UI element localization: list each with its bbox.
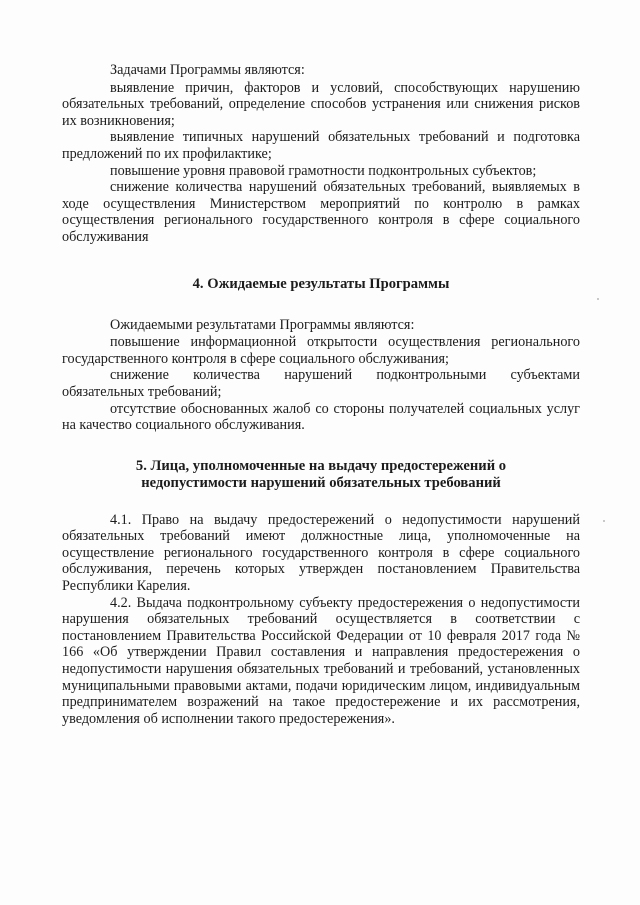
task-item: снижение количества нарушений обязательных требований, выявляемых в ходе осуществления Министерством мероприятий по контролю в рамках осуществления регионального государственного контроля в сфере социального обслуживания xyxy=(62,179,580,245)
section-5-heading-line-2: недопустимости нарушений обязательных требований xyxy=(141,474,501,491)
task-item: повышение уровня правовой грамотности подконтрольных субъектов; xyxy=(110,162,537,179)
page-content xyxy=(62,62,580,727)
result-item: повышение информационной открытости осуществления регионального государственного контроля в сфере социального обслуживания; xyxy=(62,334,580,367)
scan-speck xyxy=(597,298,599,300)
scan-speck xyxy=(603,520,605,522)
results-intro: Ожидаемыми результатами Программы являются: xyxy=(110,316,415,333)
section-5-heading-line-1: 5. Лица, уполномоченные на выдачу предостережений о xyxy=(135,457,507,474)
task-item: выявление причин, факторов и условий, способствующих нарушению обязательных требований, определение способов устранения или снижения рисков их возникновения; xyxy=(62,79,580,129)
result-item: снижение количества нарушений подконтрольными субъектами обязательных требований; xyxy=(62,367,580,400)
task-item: выявление типичных нарушений обязательных требований и подготовка предложений по их профилактике; xyxy=(62,129,580,162)
section-5-heading xyxy=(62,458,580,492)
paragraph-4-2: 4.2. Выдача подконтрольному субъекту предостережения о недопустимости нарушения обязательных требований осуществляется в соответствии с постановлением Правительства Российской Федерации от 10 февраля 2017 года № 166 «Об утверждении Правил составления и направления предостережения о недопустимости нарушения обязательных требований и требований, установленных муниципальными правовыми актами, подачи юридическим лицом, индивидуальным предпринимателем возражений на такое предостережение и их рассмотрения, уведомления об исполнении такого предостережения». xyxy=(62,594,580,727)
section-4-heading: 4. Ожидаемые результаты Программы xyxy=(192,275,450,292)
tasks-intro: Задачами Программы являются: xyxy=(110,62,305,78)
paragraph-4-1: 4.1. Право на выдачу предостережений о недопустимости нарушений обязательных требований имеют должностные лица, уполномоченные на осуществление регионального государственного контроля в сфере социального обслуживания, перечень которых утвержден постановлением Правительства Республики Карелия. xyxy=(62,511,580,595)
result-item: отсутствие обоснованных жалоб со стороны получателей социальных услуг на качество социального обслуживания. xyxy=(62,400,580,434)
